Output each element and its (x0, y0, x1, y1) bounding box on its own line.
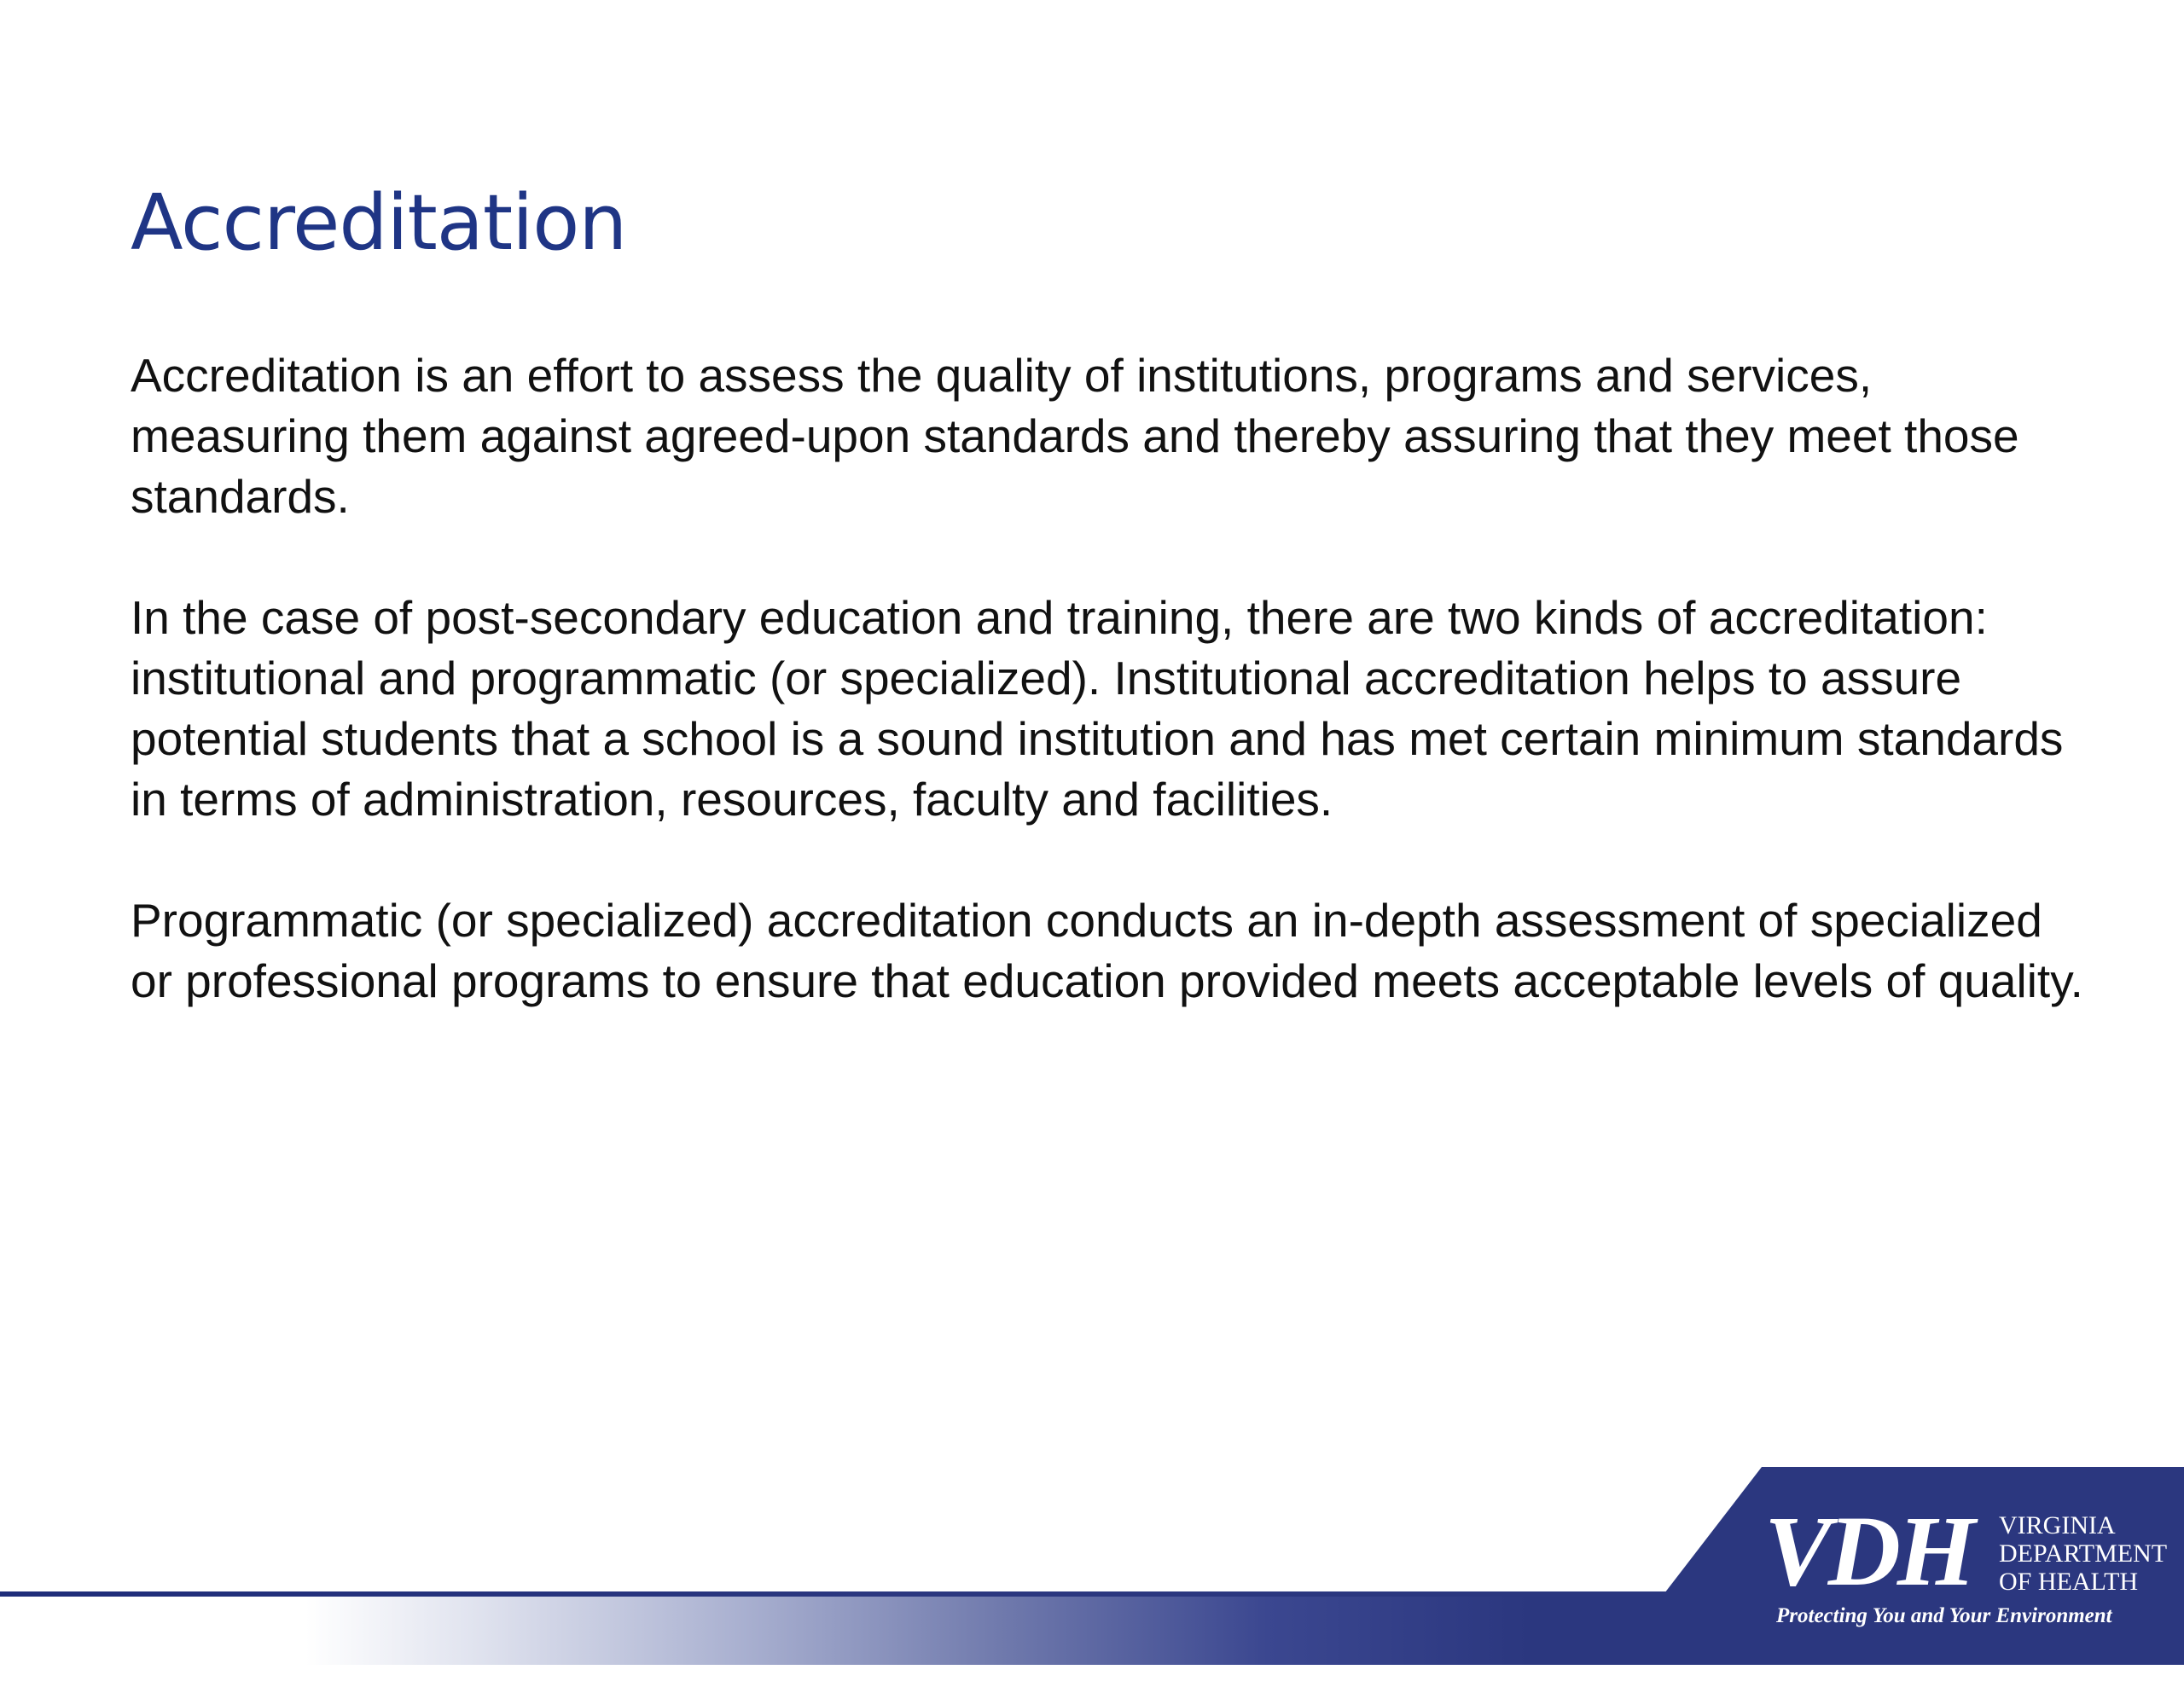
logo-name-line-2: DEPARTMENT (1999, 1539, 2168, 1568)
slide-body (131, 345, 2084, 1072)
vdh-logo-mark: VDH (1764, 1495, 1972, 1607)
vdh-logo-name (1999, 1511, 2167, 1596)
paragraph-accreditation-definition: Accreditation is an effort to assess the quality of institutions, programs and services, measuring them against agreed-upon standards and thereby assuring that they meet those standards. (131, 349, 2019, 523)
logo-name-line-3: OF HEALTH (1999, 1568, 2139, 1596)
logo-tagline: Protecting You and Your Environment (1776, 1604, 2112, 1627)
paragraph-programmatic-accreditation: Programmatic (or specialized) accreditation conducts an in-depth assessment of specialized or professional programs to ensure that education provided meets acceptable levels of quality. (131, 894, 2083, 1007)
slide-title: Accreditation (131, 178, 627, 268)
paragraph-accreditation-kinds: In the case of post-secondary education and training, there are two kinds of accreditation: institutional and programmatic (or specialized). Institutional accreditation helps to assure potential students that a school is a sound institution and has met certain minimum standards in terms of administration, resources, faculty and facilities. (131, 591, 2064, 826)
vdh-logo (1764, 1495, 2174, 1638)
logo-name-line-1: VIRGINIA (1999, 1511, 2116, 1539)
